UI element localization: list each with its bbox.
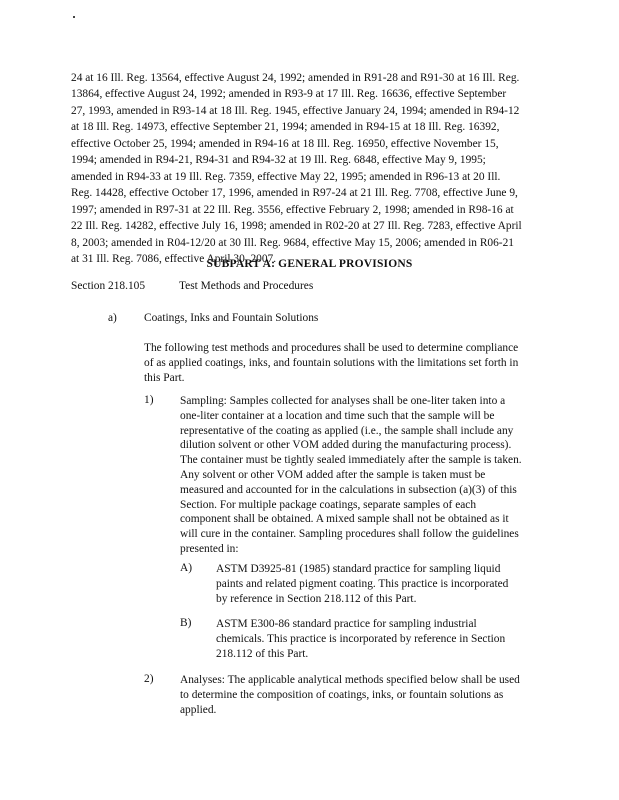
item-1-a-label: A) [180,562,193,574]
item-1-text: Sampling: Samples collected for analyses shall be one-liter taken into a one-liter container at a location and time such that the sample will be representative of the coating as applied (i.e., the sample shall include any dilution solvent or other VOM added during the manufacturing process). The container must be tightly sealed immediately after the sample is taken. Any solvent or other VOM added after the sample is taken must be measured and accounted for in the calculations in subsection (a)(3) of this Section. For multiple package coatings, separate samples of each component shall be obtained. A mixed sample shall not be obtained as it will cure in the container. Sampling procedures shall follow the guidelines presented in: [180,395,522,555]
paragraph-a-heading: Coatings, Inks and Fountain Solutions [144,312,319,324]
paragraph-a-label: a) [108,312,117,324]
amendment-history: 24 at 16 Ill. Reg. 13564, effective August 24, 1992; amended in R91-28 and R91-30 at 16 Ill. Reg. 13864, effective August 24, 1992; amended in R93-9 at 17 Ill. Reg. 16636, effective September 27, 1993, amended in R93-14 at 18 Ill. Reg. 1945, effective January 24, 1994; amended in R94-12 at 18 Ill. Reg. 14973, effective September 21, 1994; amended in R94-15 at 18 Ill. Reg. 16392, effective October 25, 1994; amended in R94-16 at 18 Ill. Reg. 16950, effective November 15, 1994; amended in R94-21, R94-31 and R94-32 at 19 Ill. Reg. 6848, effective May 9, 1995; amended in R94-33 at 19 Ill. Reg. 7359, effective May 22, 1995; amended in R96-13 at 20 Ill. Reg. 14428, effective October 17, 1996, amended in R97-24 at 21 Ill. Reg. 7708, effective June 9, 1997; amended in R97-31 at 22 Ill. Reg. 3556, effective February 2, 1998; amended in R98-16 at 22 Ill. Reg. 14282, effective July 16, 1998; amended in R02-20 at 27 Ill. Reg. 7283, effective April 8, 2003; amended in R04-12/20 at 30 Ill. Reg. 9684, effective May 15, 2006; amended in R06-21 at 31 Ill. Reg. 7086, effective April 30, 2007. [71,72,522,265]
subpart-heading: SUBPART A: GENERAL PROVISIONS [206,258,413,270]
item-2-text: Analyses: The applicable analytical methods specified below shall be used to determine the composition of coatings, inks, or fountain solutions as applied. [180,674,520,716]
scan-speck [73,16,75,18]
item-1-a-text: ASTM D3925-81 (1985) standard practice for sampling liquid paints and related pigment coating. This practice is incorporated by reference in Section 218.112 of this Part. [216,563,509,605]
paragraph-a-intro: The following test methods and procedures shall be used to determine compliance of as applied coatings, inks, and fountain solutions with the limitations set forth in this Part. [144,342,519,384]
item-1-b-label: B) [180,617,192,629]
section-heading [71,280,314,292]
item-2-label: 2) [144,673,154,685]
item-1-label: 1) [144,394,154,406]
section-number: Section 218.105 [71,280,146,292]
item-1-b-text: ASTM E300-86 standard practice for sampling industrial chemicals. This practice is incorporated by reference in Section 218.112 of this Part. [216,618,506,660]
section-title: Test Methods and Procedures [179,280,314,292]
